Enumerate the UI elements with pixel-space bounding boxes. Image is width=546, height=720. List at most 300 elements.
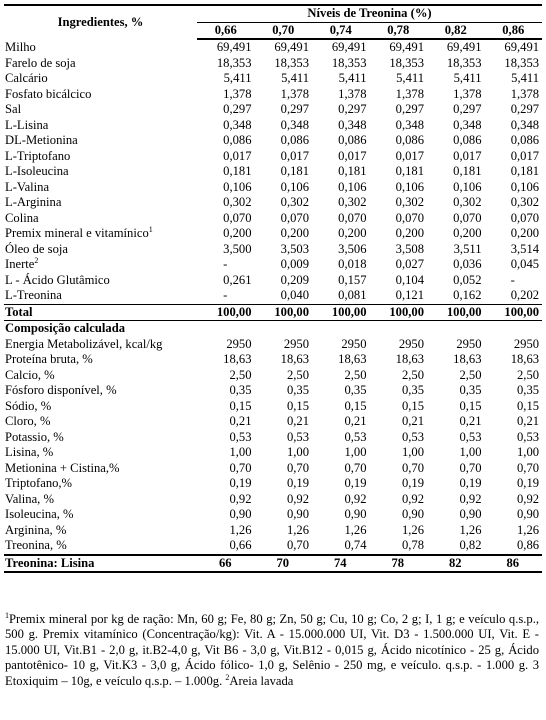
- cell-value: 0,181: [453, 164, 482, 178]
- cell-value: 0,82: [459, 538, 482, 552]
- cell-value: 0,200: [453, 226, 482, 240]
- cell-value: 0,19: [286, 476, 309, 490]
- cell-value: 0,181: [280, 164, 309, 178]
- row-label: [4, 180, 197, 196]
- cell-value: 1,00: [344, 445, 367, 459]
- cell-value: 0,200: [510, 226, 540, 240]
- cell-value: -: [223, 257, 228, 271]
- level-header: 0,78: [370, 22, 428, 39]
- cell-value: 0,202: [510, 288, 540, 302]
- cell-value: 0,302: [510, 195, 540, 209]
- row-label: [4, 507, 197, 523]
- row-label-text: Isoleucina, %: [5, 507, 74, 521]
- total-value: 100,00: [312, 304, 370, 321]
- footnote-marker: 2: [225, 672, 230, 682]
- cell-value: 5,411: [396, 71, 424, 85]
- cell-value: 0,53: [517, 429, 540, 444]
- cell-value: 18,353: [504, 55, 540, 70]
- row-label-text: Milho: [5, 39, 36, 54]
- composition-body: [4, 337, 542, 555]
- ratio-label: Treonina: Lisina: [4, 555, 197, 573]
- table-row: [4, 133, 542, 149]
- total-label: Total: [4, 304, 197, 321]
- cell-value: 0,036: [453, 257, 482, 271]
- cell-value: 0,181: [510, 164, 540, 178]
- cell-value: 0,302: [453, 195, 482, 209]
- cell-value: 0,53: [401, 429, 424, 444]
- cell-value: 18,63: [338, 352, 367, 366]
- cell-value: 2,50: [344, 367, 367, 382]
- row-label-text: Metionina + Cistina,%: [5, 460, 120, 475]
- row-label-text: L-Valina: [5, 179, 50, 194]
- cell-value: 3,508: [395, 241, 424, 256]
- cell-value: 1,378: [223, 86, 252, 101]
- table-row: [4, 118, 542, 134]
- cell-value: 0,070: [395, 210, 424, 225]
- table-row: [4, 288, 542, 304]
- table-row: [4, 337, 542, 353]
- cell-value: 0,21: [344, 414, 367, 428]
- cell-value: 0,297: [510, 102, 540, 116]
- cell-value: 0,70: [229, 460, 252, 475]
- row-label-text: L - Ácido Glutâmico: [5, 272, 110, 287]
- row-label: [4, 538, 197, 555]
- total-value: 100,00: [255, 304, 313, 321]
- table-row: [4, 164, 542, 180]
- cell-value: 2,50: [229, 367, 252, 382]
- table-row: [4, 56, 542, 72]
- cell-value: 0,70: [286, 460, 309, 475]
- row-label: [4, 445, 197, 461]
- cell-value: 0,070: [223, 210, 252, 225]
- cell-value: 0,017: [510, 148, 540, 163]
- row-label: [4, 523, 197, 539]
- cell-value: 0,070: [338, 210, 367, 225]
- row-label-text: Triptofano,%: [5, 476, 73, 490]
- total-value: 100,00: [197, 304, 255, 321]
- table-footnote: [5, 612, 539, 689]
- cell-value: 0,19: [229, 476, 252, 490]
- row-label-text: Arginina, %: [5, 522, 67, 537]
- threonine-levels-header: Níveis de Treonina (%): [197, 5, 542, 22]
- cell-value: 0,53: [344, 429, 367, 444]
- row-label: [4, 430, 197, 446]
- row-label: [4, 56, 197, 72]
- cell-value: 2950: [398, 336, 424, 351]
- table-row: [4, 507, 542, 523]
- table-row: [4, 102, 542, 118]
- cell-value: 1,26: [459, 522, 482, 537]
- cell-value: 5,411: [281, 71, 309, 85]
- table-row: [4, 399, 542, 415]
- cell-value: 0,086: [510, 133, 540, 147]
- footnote-marker: 1: [5, 610, 9, 620]
- cell-value: 0,017: [223, 148, 252, 163]
- cell-value: 1,26: [344, 522, 367, 537]
- composition-section-row: [4, 321, 542, 337]
- cell-value: 0,302: [280, 195, 309, 209]
- row-label: [4, 257, 197, 273]
- cell-value: 0,70: [459, 460, 482, 475]
- cell-value: 0,040: [280, 288, 309, 302]
- composition-title: Composição calculada: [4, 321, 542, 337]
- cell-value: 18,353: [274, 55, 309, 70]
- cell-value: 69,491: [446, 40, 482, 54]
- cell-value: 5,411: [223, 71, 252, 85]
- cell-value: 0,018: [338, 257, 367, 271]
- row-label-text: Farelo de soja: [5, 55, 76, 70]
- cell-value: 3,503: [280, 241, 309, 256]
- row-label-text: L-Treonina: [5, 288, 62, 302]
- cell-value: 0,90: [459, 507, 482, 521]
- cell-value: 0,121: [395, 288, 424, 302]
- cell-value: 5,411: [338, 71, 367, 85]
- row-label-text: Sal: [5, 102, 22, 116]
- cell-value: 0,200: [280, 226, 309, 240]
- table-row: [4, 87, 542, 103]
- cell-value: 0,200: [223, 226, 252, 240]
- cell-value: 0,90: [229, 507, 252, 521]
- cell-value: 0,181: [395, 164, 424, 178]
- row-label: [4, 352, 197, 368]
- cell-value: 0,70: [517, 460, 540, 475]
- cell-value: 0,017: [453, 148, 482, 163]
- cell-value: 0,086: [338, 133, 367, 147]
- footnote-marker: 2: [34, 257, 39, 265]
- cell-value: 0,19: [344, 476, 367, 490]
- cell-value: 0,106: [395, 179, 424, 194]
- row-label: [4, 242, 197, 258]
- cell-value: 5,411: [453, 71, 482, 85]
- cell-value: 0,15: [459, 398, 482, 413]
- cell-value: 0,92: [229, 491, 252, 506]
- cell-value: 0,86: [517, 538, 540, 552]
- row-label-text: Energia Metabolizável, kcal/kg: [5, 336, 163, 351]
- footnote-premix-text: Premix mineral por kg de ração: Mn, 60 g; Fe, 80 g; Zn, 50 g; Cu, 10 g; Co, 2 g; I, 1 g; e veículo q.s.p., 500 g. Premix vitamínico (Concentração/kg): Vit. A - 15.000.000 UI, Vit. D3 - 1.500.000 UI, Vit. E - 15.000 UI, Vit.B1 - 2,0 g, it.B2-4,0 g, Vit B6 - 3,0 g, Vit.B12 - 0,015 g, Ácido nicotínico - 25 g, Ácido pantotênico- 10 g, Vit.K3 - 3,0 g, Ácido fólico- 1,0 g, Selênio - 250 mg, e veículo. q.s.p. - 1.000 g. 3 Etoxiquim – 10g, e veículo q.s.p. – 1.000g.: [5, 612, 539, 688]
- cell-value: 0,90: [286, 507, 309, 521]
- table-row: [4, 368, 542, 384]
- row-label: [4, 118, 197, 134]
- cell-value: 0,70: [401, 460, 424, 475]
- cell-value: 2950: [283, 336, 309, 351]
- cell-value: 0,297: [453, 102, 482, 116]
- cell-value: 0,53: [286, 429, 309, 444]
- ratio-value: 78: [370, 555, 428, 573]
- cell-value: 0,086: [395, 133, 424, 147]
- row-label-text: Fósforo disponível, %: [5, 383, 117, 397]
- cell-value: 0,53: [459, 429, 482, 444]
- row-label-text: Lisina, %: [5, 445, 54, 459]
- cell-value: 0,35: [459, 383, 482, 397]
- cell-value: 2,50: [459, 367, 482, 382]
- row-label-text: Óleo de soja: [5, 241, 68, 256]
- cell-value: 3,514: [510, 241, 540, 256]
- cell-value: 0,15: [401, 398, 424, 413]
- cell-value: 0,157: [338, 272, 367, 287]
- cell-value: 18,63: [453, 352, 482, 366]
- row-label-text: Potassio, %: [5, 429, 64, 444]
- row-label: [4, 399, 197, 415]
- cell-value: 0,070: [453, 210, 482, 225]
- level-header: 0,74: [312, 22, 370, 39]
- cell-value: 0,21: [401, 414, 424, 428]
- cell-value: 0,106: [453, 179, 482, 194]
- cell-value: 0,35: [517, 383, 540, 397]
- cell-value: 0,106: [510, 179, 540, 194]
- cell-value: 69,491: [216, 40, 252, 54]
- cell-value: 1,26: [229, 522, 252, 537]
- cell-value: 0,15: [517, 398, 540, 413]
- cell-value: 0,200: [395, 226, 424, 240]
- table-row: [4, 195, 542, 211]
- cell-value: 0,92: [459, 491, 482, 506]
- table-row: [4, 71, 542, 87]
- cell-value: 1,26: [401, 522, 424, 537]
- table-row: [4, 476, 542, 492]
- total-value: 100,00: [485, 304, 543, 321]
- cell-value: 0,086: [453, 133, 482, 147]
- cell-value: 0,78: [401, 538, 424, 552]
- table-row: [4, 383, 542, 399]
- cell-value: 0,70: [286, 538, 309, 552]
- cell-value: 0,92: [401, 491, 424, 506]
- row-label-text: L-Arginina: [5, 195, 62, 209]
- table-row: [4, 538, 542, 555]
- cell-value: 0,15: [286, 398, 309, 413]
- row-label: [4, 273, 197, 289]
- cell-value: 2,50: [286, 367, 309, 382]
- cell-value: 0,35: [401, 383, 424, 397]
- row-label: [4, 492, 197, 508]
- cell-value: 0,017: [280, 148, 309, 163]
- cell-value: 0,009: [280, 257, 309, 271]
- cell-value: 2,50: [517, 367, 540, 382]
- table-row: [4, 149, 542, 165]
- table-row: [4, 180, 542, 196]
- row-label: [4, 133, 197, 149]
- row-label-text: Inerte: [5, 257, 35, 271]
- cell-value: 0,19: [459, 476, 482, 490]
- row-label-text: Treonina, %: [5, 538, 67, 552]
- cell-value: 0,017: [395, 148, 424, 163]
- row-label: [4, 87, 197, 103]
- cell-value: 0,297: [223, 102, 252, 116]
- table-row: [4, 445, 542, 461]
- table-row: [4, 257, 542, 273]
- ratio-value: 74: [312, 555, 370, 573]
- row-label: [4, 476, 197, 492]
- cell-value: 0,92: [344, 491, 367, 506]
- cell-value: 1,378: [510, 86, 540, 101]
- diet-composition-table: [4, 4, 542, 573]
- table-row: [4, 414, 542, 430]
- cell-value: 0,106: [280, 179, 309, 194]
- cell-value: 0,027: [395, 257, 424, 271]
- cell-value: 18,353: [331, 55, 367, 70]
- cell-value: 0,162: [453, 288, 482, 302]
- cell-value: 3,500: [223, 241, 252, 256]
- cell-value: 1,378: [338, 86, 367, 101]
- cell-value: 0,297: [395, 102, 424, 116]
- cell-value: 69,491: [389, 40, 424, 54]
- cell-value: 0,348: [510, 117, 540, 132]
- ratio-value: 66: [197, 555, 255, 573]
- row-label: [4, 226, 197, 242]
- row-label-text: Premix mineral e vitamínico: [5, 226, 149, 240]
- row-label: [4, 71, 197, 87]
- cell-value: 0,66: [229, 538, 252, 552]
- cell-value: 0,90: [401, 507, 424, 521]
- table-row: [4, 523, 542, 539]
- cell-value: 18,63: [510, 352, 540, 366]
- row-label: [4, 368, 197, 384]
- ratio-row: [4, 555, 542, 573]
- row-label: [4, 164, 197, 180]
- row-label: [4, 39, 197, 56]
- table-row: [4, 226, 542, 242]
- row-label: [4, 195, 197, 211]
- cell-value: 0,261: [223, 272, 252, 287]
- cell-value: -: [223, 288, 228, 302]
- cell-value: 0,302: [223, 195, 252, 209]
- cell-value: 69,491: [331, 40, 367, 54]
- cell-value: 0,348: [280, 117, 309, 132]
- cell-value: 0,181: [223, 164, 252, 178]
- row-label-text: Cloro, %: [5, 414, 51, 428]
- cell-value: 1,00: [517, 445, 540, 459]
- cell-value: 0,19: [401, 476, 424, 490]
- cell-value: 3,511: [453, 241, 482, 256]
- cell-value: 1,00: [286, 445, 309, 459]
- row-label: [4, 102, 197, 118]
- cell-value: 1,00: [229, 445, 252, 459]
- cell-value: 1,378: [280, 86, 309, 101]
- cell-value: 18,353: [446, 55, 482, 70]
- cell-value: 18,63: [223, 352, 252, 366]
- cell-value: 2950: [513, 336, 540, 351]
- footnote-inert-text: Areia lavada: [229, 673, 294, 688]
- cell-value: 69,491: [274, 40, 309, 54]
- row-label-text: L-Triptofano: [5, 148, 71, 163]
- row-label-text: DL-Metionina: [5, 133, 78, 147]
- cell-value: 0,92: [517, 491, 540, 506]
- row-label: [4, 149, 197, 165]
- row-label-text: Fosfato bicálcico: [5, 86, 92, 101]
- cell-value: 0,21: [286, 414, 309, 428]
- cell-value: 0,15: [344, 398, 367, 413]
- table-row: [4, 430, 542, 446]
- row-label: [4, 461, 197, 477]
- cell-value: 0,348: [223, 117, 252, 132]
- table-row: [4, 352, 542, 368]
- total-value: 100,00: [427, 304, 485, 321]
- cell-value: 0,70: [344, 460, 367, 475]
- cell-value: 0,045: [510, 257, 540, 271]
- cell-value: 0,017: [338, 148, 367, 163]
- cell-value: 0,200: [338, 226, 367, 240]
- cell-value: 0,348: [338, 117, 367, 132]
- row-label: [4, 337, 197, 353]
- row-label-text: Calcário: [5, 71, 48, 85]
- cell-value: 0,35: [229, 383, 252, 397]
- table-row: [4, 492, 542, 508]
- table-row: [4, 461, 542, 477]
- level-header: 0,70: [255, 22, 313, 39]
- cell-value: 2950: [226, 336, 252, 351]
- cell-value: 0,21: [229, 414, 252, 428]
- table-row: [4, 211, 542, 227]
- cell-value: 0,90: [517, 507, 540, 521]
- cell-value: 0,21: [517, 414, 540, 428]
- row-label: [4, 288, 197, 304]
- cell-value: 0,348: [453, 117, 482, 132]
- cell-value: 0,35: [286, 383, 309, 397]
- cell-value: 0,19: [517, 476, 540, 490]
- cell-value: 0,302: [395, 195, 424, 209]
- cell-value: -: [510, 272, 515, 287]
- cell-value: 18,63: [395, 352, 424, 366]
- ingredients-header: Ingredientes, %: [4, 5, 197, 39]
- cell-value: 0,348: [395, 117, 424, 132]
- cell-value: 0,104: [395, 272, 424, 287]
- level-header: 0,82: [427, 22, 485, 39]
- level-header: 0,86: [485, 22, 543, 39]
- cell-value: 0,086: [223, 133, 252, 147]
- cell-value: 0,070: [510, 210, 540, 225]
- ratio-value: 82: [427, 555, 485, 573]
- cell-value: 0,15: [229, 398, 252, 413]
- cell-value: 2950: [341, 336, 367, 351]
- cell-value: 5,411: [511, 71, 540, 85]
- cell-value: 0,052: [453, 272, 482, 287]
- row-label: [4, 414, 197, 430]
- cell-value: 1,00: [459, 445, 482, 459]
- cell-value: 0,081: [338, 288, 367, 302]
- cell-value: 0,106: [223, 179, 252, 194]
- row-label-text: L-Isoleucina: [5, 164, 69, 178]
- ingredients-body: [4, 39, 542, 304]
- cell-value: 0,106: [338, 179, 367, 194]
- cell-value: 0,086: [280, 133, 309, 147]
- cell-value: 0,297: [280, 102, 309, 116]
- ratio-value: 70: [255, 555, 313, 573]
- cell-value: 0,90: [344, 507, 367, 521]
- row-label: [4, 211, 197, 227]
- table-row: [4, 273, 542, 289]
- cell-value: 0,92: [286, 491, 309, 506]
- row-label-text: Sódio, %: [5, 398, 52, 413]
- cell-value: 1,26: [517, 522, 540, 537]
- ratio-value: 86: [485, 555, 543, 573]
- cell-value: 0,302: [338, 195, 367, 209]
- cell-value: 1,00: [401, 445, 424, 459]
- cell-value: 0,070: [280, 210, 309, 225]
- cell-value: 2,50: [401, 367, 424, 382]
- cell-value: 18,353: [216, 55, 252, 70]
- cell-value: 0,35: [344, 383, 367, 397]
- cell-value: 1,378: [453, 86, 482, 101]
- table-row: [4, 39, 542, 56]
- cell-value: 18,353: [389, 55, 424, 70]
- row-label-text: Colina: [5, 210, 39, 225]
- total-row: [4, 304, 542, 321]
- row-label-text: Proteína bruta, %: [5, 352, 93, 366]
- cell-value: 2950: [456, 336, 482, 351]
- row-label-text: Calcio, %: [5, 367, 55, 382]
- cell-value: 0,74: [344, 538, 367, 552]
- cell-value: 0,53: [229, 429, 252, 444]
- cell-value: 0,181: [338, 164, 367, 178]
